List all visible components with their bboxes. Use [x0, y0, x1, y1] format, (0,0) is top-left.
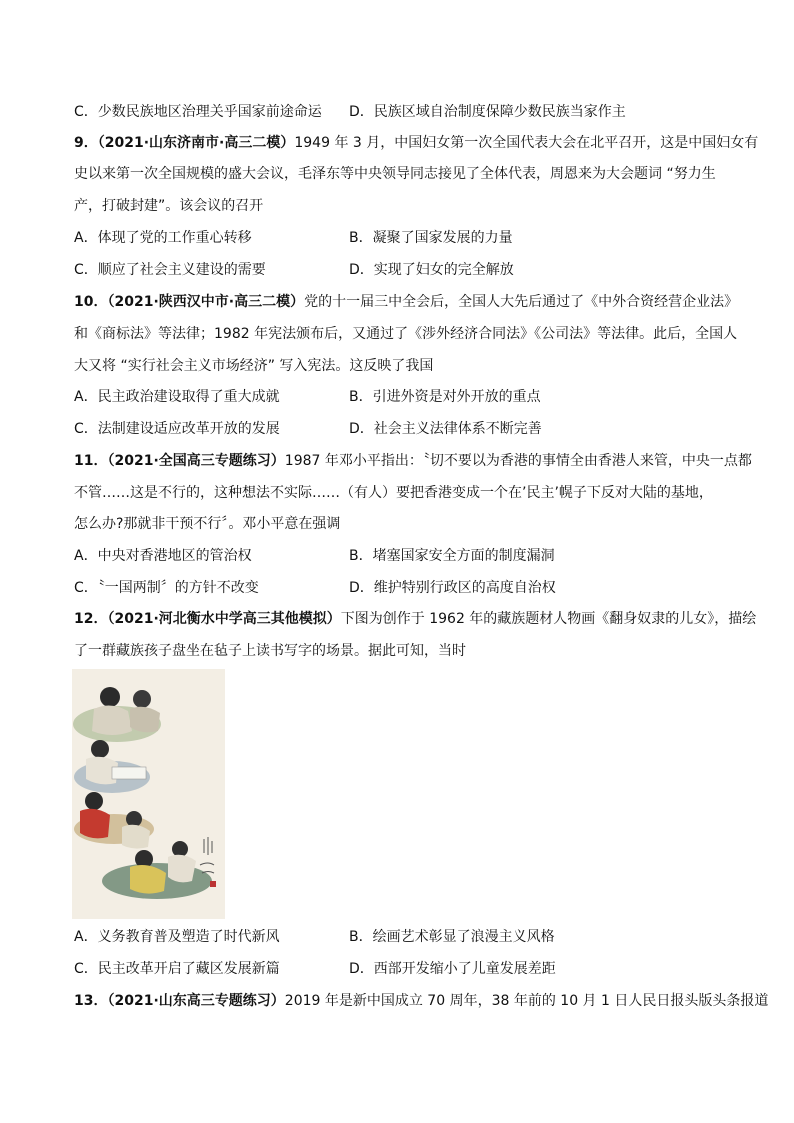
q12-option-b[interactable]: B．绘画艺术彰显了浪漫主义风格: [349, 929, 555, 945]
q9-text-1: 1949 年 3 月，中国妇女第一次全国代表大会在北平召开，这是中国妇女有: [294, 135, 759, 151]
q11-option-c[interactable]: C．〝一国两制〞的方针不改变: [74, 580, 259, 596]
q9-option-c[interactable]: C．顺应了社会主义建设的需要: [74, 262, 266, 278]
q13-stem-line-1: [74, 991, 768, 1011]
q10-option-b[interactable]: B．引进外资是对外开放的重点: [349, 389, 541, 405]
q10-option-c[interactable]: C．法制建设适应改革开放的发展: [74, 421, 280, 437]
painting-illustration: [72, 669, 225, 919]
q9-stem-line-3: 产，打破封建”。该会议的召开: [74, 198, 264, 214]
q12-option-a[interactable]: A．义务教育普及塑造了时代新风: [74, 929, 280, 945]
q12-stem-line-2: 了一群藏族孩子盘坐在毡子上读书写字的场景。据此可知，当时: [74, 643, 466, 659]
q12-option-c[interactable]: C．民主改革开启了藏区发展新篇: [74, 961, 280, 977]
q11-option-a[interactable]: A．中央对香港地区的管治权: [74, 548, 252, 564]
q10-option-d[interactable]: D．社会主义法律体系不断完善: [349, 421, 542, 437]
q10-number: 10．: [74, 294, 108, 310]
q11-stem-line-3: 怎么办?那就非干预不行〞。邓小平意在强调: [74, 516, 341, 532]
q12-text-1: 下图为创作于 1962 年的藏族题材人物画《翻身奴隶的儿女》，描绘: [340, 611, 757, 627]
q13-number: 13．: [74, 993, 108, 1009]
q10-stem-line-1: [74, 292, 738, 312]
q9-option-b[interactable]: B．凝聚了国家发展的力量: [349, 230, 513, 246]
q12-option-d[interactable]: D．西部开发缩小了儿童发展差距: [349, 961, 556, 977]
q12-number: 12．: [74, 611, 108, 627]
q11-option-b[interactable]: B．堵塞国家安全方面的制度漏洞: [349, 548, 555, 564]
q11-text-1: 1987 年邓小平指出：〝切不要以为香港的事情全由香港人来管，中央一点都: [284, 453, 752, 469]
q12-source: （2021·河北衡水中学高三其他模拟）: [107, 611, 341, 627]
q10-option-a[interactable]: A．民主政治建设取得了重大成就: [74, 389, 280, 405]
q11-option-d[interactable]: D．维护特别行政区的高度自治权: [349, 580, 556, 596]
q13-source: （2021·山东高三专题练习）: [107, 993, 285, 1009]
q12-stem-line-1: [74, 609, 756, 629]
q10-source: （2021·陕西汉中市·高三二模）: [107, 294, 305, 310]
q8-option-d[interactable]: D．民族区域自治制度保障少数民族当家作主: [349, 104, 626, 120]
q9-source: （2021·山东济南市·高三二模）: [97, 135, 295, 151]
q11-stem-line-1: [74, 451, 752, 471]
tibetan-children-painting: [72, 669, 225, 919]
q11-source: （2021·全国高三专题练习）: [107, 453, 285, 469]
q11-stem-line-2: 不管……这是不行的，这种想法不实际……（有人）要把香港变成一个在’民主’幌子下反对大陆的基地，: [74, 485, 713, 501]
q9-stem-line-2: 史以来第一次全国规模的盛大会议，毛泽东等中央领导同志接见了全体代表，周恩来为大会题词 “努力生: [74, 166, 716, 182]
q9-stem-line-1: [74, 133, 758, 153]
q10-stem-line-3: 大又将 “实行社会主义市场经济” 写入宪法。这反映了我国: [74, 358, 434, 374]
q9-option-d[interactable]: D．实现了妇女的完全解放: [349, 262, 514, 278]
q11-number: 11．: [74, 453, 108, 469]
q13-text-1: 2019 年是新中国成立 70 周年，38 年前的 10 月 1 日人民日报头版头条报道: [284, 993, 769, 1009]
q8-option-c[interactable]: C．少数民族地区治理关乎国家前途命运: [74, 104, 322, 120]
q9-number: 9．: [74, 135, 98, 151]
q10-text-1: 党的十一届三中全会后，全国人大先后通过了《中外合资经营企业法》: [304, 294, 739, 310]
q10-stem-line-2: 和《商标法》等法律；1982 年宪法颁布后，又通过了《涉外经济合同法》《公司法》等法律。此后，全国人: [74, 326, 738, 342]
q9-option-a[interactable]: A．体现了党的工作重心转移: [74, 230, 252, 246]
